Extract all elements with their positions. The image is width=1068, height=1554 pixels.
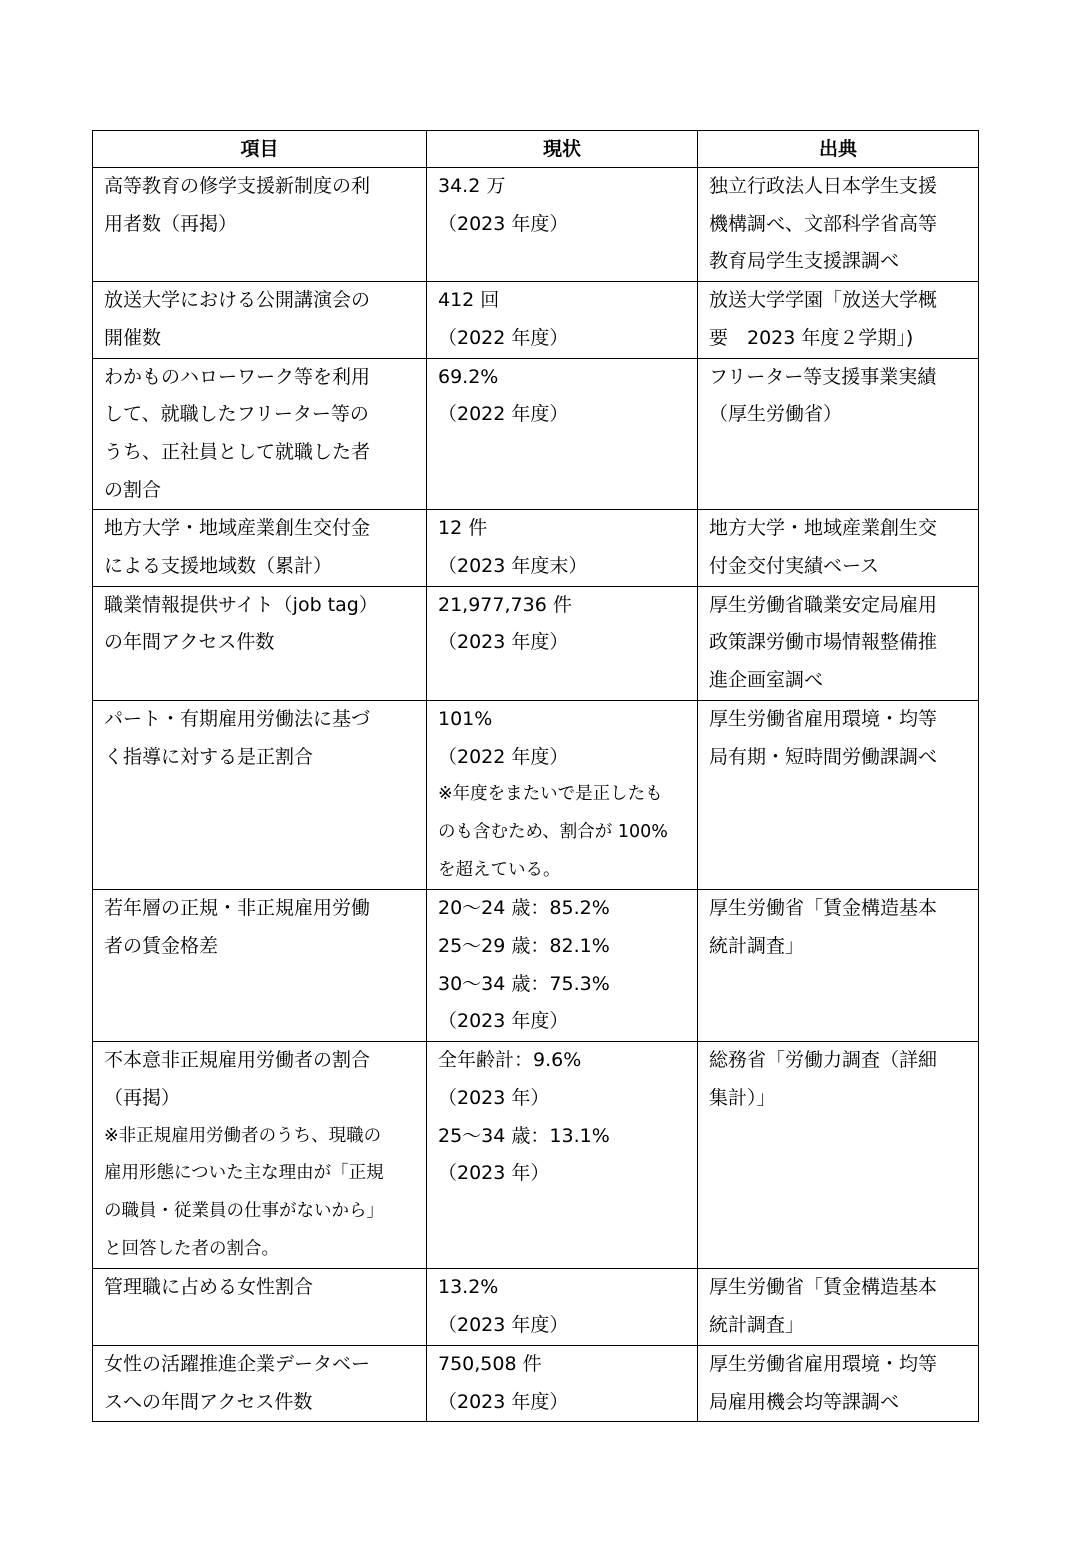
item-cell <box>93 282 427 358</box>
source-cell-line: フリーター等支援事業実績 <box>709 365 937 388</box>
source-cell <box>698 282 979 358</box>
item-cell-line: うち、正社員として就職した者 <box>104 440 371 463</box>
item-cell <box>93 358 427 510</box>
status-cell-line: 69.2% <box>438 365 499 388</box>
source-cell-line: 教育局学生支援課調べ <box>709 250 900 273</box>
item-cell <box>93 168 427 282</box>
source-cell-line: 地方大学・地域産業創生交 <box>709 517 938 540</box>
status-cell-line: 全年齢計：9.6% <box>438 1049 582 1072</box>
status-cell <box>427 168 698 282</box>
item-cell-line: 管理職に占める女性割合 <box>104 1276 314 1299</box>
source-cell-line: （厚生労働省） <box>709 403 843 426</box>
item-cell-line: （再掲） <box>104 1086 181 1109</box>
status-cell-line: 412 回 <box>438 289 500 312</box>
source-cell-line: 厚生労働省「賃金構造基本 <box>709 897 938 920</box>
item-cell-line: スへの年間アクセス件数 <box>104 1390 313 1413</box>
status-cell-line: 12 件 <box>438 517 488 540</box>
source-cell-line: 統計調査」 <box>709 935 805 958</box>
status-cell-line: 21,977,736 件 <box>438 593 572 616</box>
data-table <box>92 130 979 1422</box>
item-cell <box>93 700 427 890</box>
table-row <box>93 1042 979 1269</box>
status-cell <box>427 1269 698 1345</box>
header-source: 出典 <box>698 131 979 168</box>
status-cell-line: （2023 年） <box>438 1162 550 1185</box>
item-cell-line: わかものハローワーク等を利用 <box>104 365 371 388</box>
status-cell-line: のも含むため、割合が 100% <box>438 821 668 842</box>
item-cell-line: の年間アクセス件数 <box>104 631 275 654</box>
status-cell-line: 25～29 歳：82.1% <box>438 935 610 958</box>
status-cell-line: を超えている。 <box>438 859 561 880</box>
status-cell-line: （2023 年度） <box>438 631 569 654</box>
header-status: 現状 <box>427 131 698 168</box>
status-cell-line: （2022 年度） <box>438 326 569 349</box>
status-cell <box>427 358 698 510</box>
item-cell-line: ※非正規雇用労働者のうち、現職の <box>104 1125 382 1146</box>
item-cell <box>93 510 427 586</box>
item-cell <box>93 1269 427 1345</box>
status-cell <box>427 586 698 700</box>
item-cell-line: パート・有期雇用労働法に基づ <box>104 707 371 730</box>
item-cell-line: 若年層の正規・非正規雇用労働 <box>104 897 371 920</box>
table-row <box>93 282 979 358</box>
item-cell <box>93 1042 427 1269</box>
source-cell <box>698 1042 979 1269</box>
source-cell <box>698 700 979 890</box>
header-item: 項目 <box>93 131 427 168</box>
status-cell <box>427 700 698 890</box>
item-cell-line: と回答した者の割合。 <box>104 1238 279 1259</box>
item-cell-line: 地方大学・地域産業創生交付金 <box>104 517 371 540</box>
table-body <box>93 168 979 1422</box>
status-cell <box>427 1345 698 1421</box>
status-cell-line: 34.2 万 <box>438 175 506 197</box>
item-cell <box>93 1345 427 1421</box>
source-cell-line: 要 2023 年度２学期」) <box>709 326 914 349</box>
table-row <box>93 358 979 510</box>
source-cell-line: 厚生労働省「賃金構造基本 <box>709 1276 938 1299</box>
source-cell <box>698 890 979 1042</box>
item-cell-line: の割合 <box>104 478 162 501</box>
item-cell-line: による支援地域数（累計） <box>104 555 333 578</box>
source-cell-line: 機構調べ、文部科学省高等 <box>709 212 938 235</box>
item-cell-line: 開催数 <box>104 326 162 349</box>
item-cell-line: 不本意非正規雇用労働者の割合 <box>104 1049 371 1072</box>
status-cell <box>427 510 698 586</box>
table-row <box>93 586 979 700</box>
status-cell-line: （2022 年度） <box>438 403 569 426</box>
status-cell-line: 30～34 歳：75.3% <box>438 972 610 995</box>
table-row <box>93 168 979 282</box>
source-cell-line: 厚生労働省職業安定局雇用 <box>709 593 938 616</box>
status-cell-line: ※年度をまたいで是正したも <box>438 784 663 805</box>
item-cell <box>93 890 427 1042</box>
item-cell <box>93 586 427 700</box>
table-row <box>93 700 979 890</box>
source-cell-line: 政策課労働市場情報整備推 <box>709 631 938 654</box>
status-cell-line: （2023 年度） <box>438 1010 569 1033</box>
source-cell <box>698 168 979 282</box>
source-cell <box>698 358 979 510</box>
item-cell-line: 職業情報提供サイト（job tag） <box>104 593 378 616</box>
item-cell-line: 者の賃金格差 <box>104 935 219 958</box>
status-cell-line: 25～34 歳：13.1% <box>438 1124 610 1147</box>
table-row <box>93 510 979 586</box>
source-cell-line: 統計調査」 <box>709 1314 805 1337</box>
item-cell-line: 高等教育の修学支援新制度の利 <box>104 175 371 197</box>
source-cell-line: 厚生労働省雇用環境・均等 <box>709 707 938 730</box>
table-header-row <box>93 131 979 168</box>
source-cell-line: 総務省「労働力調査（詳細 <box>709 1049 938 1072</box>
source-cell <box>698 1269 979 1345</box>
source-cell-line: 進企画室調べ <box>709 669 824 692</box>
status-cell-line: （2023 年度） <box>438 1390 569 1413</box>
item-cell-line: 女性の活躍推進企業データベー <box>104 1352 371 1375</box>
status-cell-line: （2023 年度末） <box>438 555 588 578</box>
status-cell-line: 750,508 件 <box>438 1352 542 1375</box>
item-cell-line: 放送大学における公開講演会の <box>104 289 371 312</box>
status-cell-line: （2023 年） <box>438 1086 550 1109</box>
table-row <box>93 1269 979 1345</box>
status-cell-line: 20～24 歳：85.2% <box>438 897 610 920</box>
source-cell <box>698 510 979 586</box>
status-cell-line: 13.2% <box>438 1276 499 1299</box>
table-row <box>93 1345 979 1421</box>
item-cell-line: して、就職したフリーター等の <box>104 403 369 426</box>
status-cell <box>427 1042 698 1269</box>
source-cell <box>698 1345 979 1421</box>
table-row <box>93 890 979 1042</box>
item-cell-line: 雇用形態についた主な理由が「正規 <box>104 1163 384 1184</box>
source-cell-line: 付金交付実績ベース <box>709 555 880 578</box>
status-cell-line: （2022 年度） <box>438 745 569 768</box>
source-cell-line: 厚生労働省雇用環境・均等 <box>709 1352 938 1375</box>
source-cell-line: 局雇用機会均等課調べ <box>709 1390 900 1413</box>
source-cell-line: 放送大学学園「放送大学概 <box>709 289 938 312</box>
item-cell-line: の職員・従業員の仕事がないから」 <box>104 1200 384 1221</box>
item-cell-line: く指導に対する是正割合 <box>104 745 314 768</box>
status-cell-line: （2023 年度） <box>438 212 569 235</box>
status-cell <box>427 890 698 1042</box>
status-cell <box>427 282 698 358</box>
source-cell-line: 局有期・短時間労働課調べ <box>709 745 938 768</box>
source-cell-line: 独立行政法人日本学生支援 <box>709 175 938 197</box>
item-cell-line: 用者数（再掲） <box>104 212 238 235</box>
status-cell-line: 101% <box>438 707 493 730</box>
source-cell-line: 集計）」 <box>709 1086 776 1109</box>
status-cell-line: （2023 年度） <box>438 1314 569 1337</box>
source-cell <box>698 586 979 700</box>
